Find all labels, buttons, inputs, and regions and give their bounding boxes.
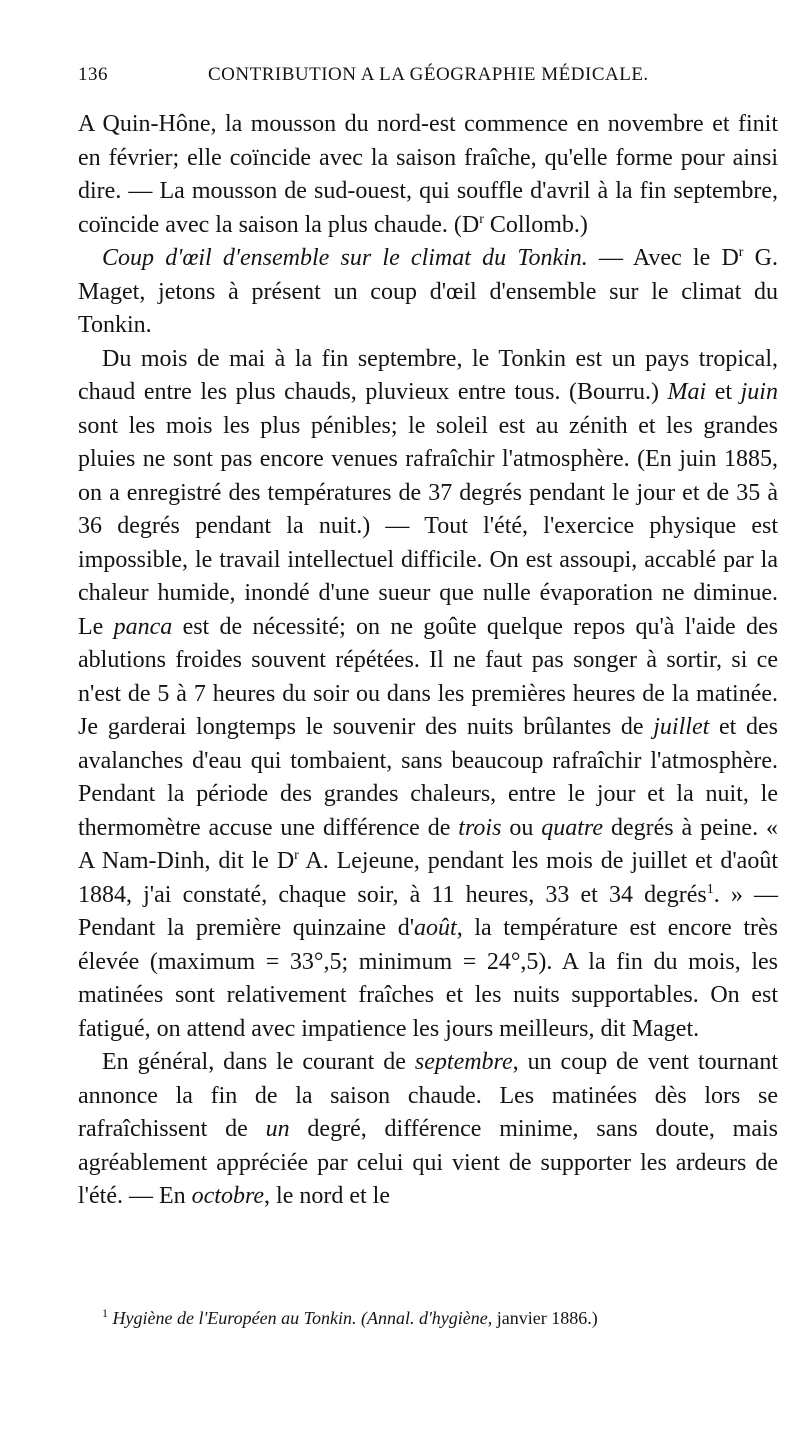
- text-run: , la température est encore très élevée (maximum = 33°,5; minimum = 24°,5). A la fin du mois, les matinées sont relativement fraîches et les nuits supportables. On est fatigué, on attend avec impatience les jours meilleurs, dit Maget.: [78, 915, 778, 1042]
- superscript: r: [479, 211, 484, 227]
- paragraph: [78, 1046, 778, 1214]
- text-run: Collomb.): [483, 211, 588, 238]
- superscript: r: [294, 848, 299, 863]
- text-run: — Avec le D: [587, 245, 739, 271]
- italic-text: août: [414, 915, 457, 941]
- paragraph: [78, 242, 778, 343]
- italic-text: un: [265, 1116, 290, 1142]
- italic-text: panca: [113, 613, 173, 640]
- body-text: [78, 108, 778, 1214]
- text-run: , un coup de vent tournant annonce la fin de la saison chaude. Les matinées dès lors se rafraîchissent de: [78, 1049, 778, 1142]
- text-run: degrés à peine. « A Nam-Dinh, dit le D: [78, 814, 778, 874]
- italic-text: Mai: [667, 379, 707, 405]
- italic-text: juin: [740, 379, 778, 405]
- running-title: CONTRIBUTION A LA GÉOGRAPHIE MÉDICALE.: [208, 64, 649, 85]
- superscript: 1: [706, 881, 714, 897]
- text-run: G. Maget, jetons à présent un coup d'œil d'ensemble sur le climat du Tonkin.: [78, 245, 778, 338]
- text-run: et: [706, 379, 741, 405]
- footnote-marker: 1: [102, 1306, 108, 1320]
- text-run: janvier 1886.): [492, 1308, 598, 1328]
- text-run: ou: [501, 814, 542, 841]
- text-run: , le nord et le: [264, 1183, 390, 1209]
- text-run: Du mois de mai à la fin septembre, le Tonkin est un pays tropical, chaud entre les plus chauds, pluvieux entre tous. (Bourru.): [78, 345, 778, 405]
- italic-text: juillet: [653, 714, 710, 740]
- superscript: r: [738, 245, 744, 260]
- text-run: sont les mois les plus pénibles; le soleil est au zénith et les grandes pluies ne sont pas encore venues rafraîchir l'atmosphère. (En juin 1885, on a enregistré des températures de 37 degrés pendant le jour et de 35 à 36 degrés pendant la nuit.) — Tout l'été, l'exercice physique est impossible, le travail intellectuel difficile. On est assoupi, accablé par la chaleur humide, inondé d'une sueur que nulle évaporation ne diminue. Le: [78, 412, 778, 640]
- text-run: et des avalanches d'eau qui tombaient, sans beaucoup rafraîchir l'atmosphère. Pendant la période des grandes chaleurs, entre le jour et la nuit, le thermomètre accuse une différence de: [78, 714, 778, 841]
- page-number: 136: [78, 64, 108, 85]
- italic-text: quatre: [541, 814, 604, 841]
- text-run: En général, dans le courant de: [102, 1049, 415, 1075]
- italic-text: trois: [458, 814, 502, 841]
- text-run: est de nécessité; on ne goûte quelque repos qu'à l'aide des ablutions froides souvent répétées. Il ne faut pas songer à sortir, si ce n'est de 5 à 7 heures du soir ou dans les premières heures de la matinée. Je garderai longtemps le souvenir des nuits brûlantes de: [78, 613, 778, 740]
- italic-text: septembre: [414, 1049, 513, 1075]
- italic-text: octobre: [191, 1183, 265, 1209]
- footnote: [102, 1306, 740, 1330]
- paragraph: [78, 108, 778, 242]
- footnote-text: [113, 1308, 598, 1328]
- paragraph: [78, 343, 778, 1047]
- text-run: A. Lejeune, pendant les mois de juillet et d'août 1884, j'ai constaté, chaque soir, à 11 heures, 33 et 34 degrés: [78, 848, 778, 908]
- italic-text: Hygiène de l'Européen au Tonkin. (Annal. d'hygiène,: [112, 1308, 493, 1328]
- text-run: A Quin-Hône, la mousson du nord-est commence en novembre et finit en février; elle coïncide avec la saison fraîche, qu'elle forme pour ainsi dire. — La mousson de sud-ouest, qui souffle d'avril à la fin septembre, coïncide avec la saison la plus chaude. (D: [78, 111, 778, 238]
- text-run: . » — Pendant la première quinzaine d': [78, 881, 779, 941]
- italic-text: Coup d'œil d'ensemble sur le climat du Tonkin.: [102, 245, 588, 271]
- text-run: degré, différence minime, sans doute, mais agréablement appréciée par celui qui vient de supporter les ardeurs de l'été. — En: [78, 1116, 779, 1209]
